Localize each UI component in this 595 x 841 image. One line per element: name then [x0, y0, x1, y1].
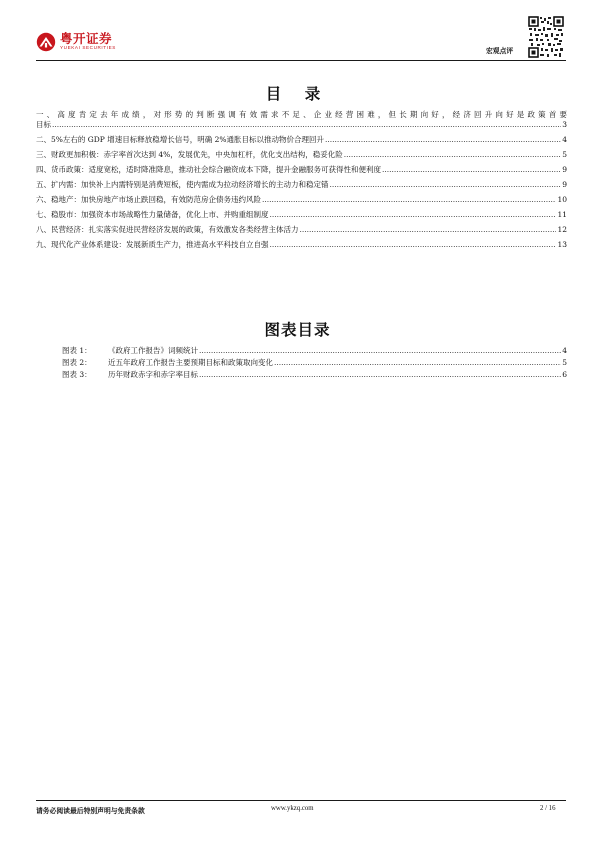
table-of-contents: [36, 110, 567, 250]
toc-item-7[interactable]: [36, 210, 567, 220]
chart-toc-item-2-text: 近五年政府工作报告主要预期目标和政策取向变化: [108, 358, 273, 367]
chart-toc-item-1[interactable]: [62, 346, 567, 356]
chart-toc-item-3-label: 图表 3：: [62, 370, 92, 379]
toc-item-3-page: 5: [562, 150, 567, 159]
chart-toc-item-2-page: 5: [562, 358, 567, 367]
toc-item-2-text: 二、5%左右的 GDP 增速目标释放稳增长信号，明确 2%通胀目标以推动物价合理回升: [36, 135, 324, 144]
toc-item-5-text: 五、扩内需：加快补上内需特别是消费短板，使内需成为拉动经济增长的主动力和稳定锚: [36, 180, 329, 189]
toc-item-4-page: 9: [562, 165, 567, 174]
chart-toc-item-2-label: 图表 2：: [62, 358, 92, 367]
dot-leader: [262, 195, 556, 205]
chart-table-of-contents: [62, 346, 567, 380]
dot-leader: [199, 346, 561, 356]
header-divider: [36, 60, 566, 61]
qr-code-icon: [528, 16, 564, 58]
toc-item-1-text: 目标: [36, 120, 51, 129]
footer-disclaimer: 请务必阅读最后特别声明与免责条款: [36, 807, 145, 815]
toc-item-4[interactable]: [36, 165, 567, 175]
dot-leader: [344, 150, 561, 160]
toc-item-5-page: 9: [562, 180, 567, 189]
dot-leader: [199, 370, 561, 380]
chart-toc-item-3-page: 6: [562, 370, 567, 379]
dot-leader: [270, 210, 557, 220]
toc-item-8-page: 12: [557, 225, 567, 234]
chart-toc-item-1-label: 图表 1：: [62, 346, 92, 355]
logo-english-name: YUEKAI SECURITIES: [60, 45, 116, 51]
dot-leader: [300, 225, 557, 235]
toc-item-9[interactable]: [36, 240, 567, 250]
dot-leader: [325, 135, 561, 145]
chart-toc-item-3[interactable]: [62, 370, 567, 380]
chart-toc-title: 图表目录: [264, 321, 331, 339]
logo-mark-icon: [36, 32, 56, 52]
dot-leader: [330, 180, 562, 190]
footer-page-number: 2 / 16: [540, 805, 556, 812]
footer-divider: [36, 800, 566, 801]
toc-item-9-text: 九、现代化产业体系建设：发展新质生产力，推进高水平科技自立自强: [36, 240, 269, 249]
toc-item-4-text: 四、货币政策：适度宽松，适时降准降息，推动社会综合融资成本下降，提升金融服务可获得性和便利度: [36, 165, 381, 174]
toc-item-5[interactable]: [36, 180, 567, 190]
toc-title: 目 录: [265, 85, 330, 103]
toc-item-2[interactable]: [36, 135, 567, 145]
chart-toc-item-3-text: 历年财政赤字和赤字率目标: [108, 370, 198, 379]
toc-item-8-text: 八、民营经济：扎实落实促进民营经济发展的政策，有效激发各类经营主体活力: [36, 225, 299, 234]
dot-leader: [270, 240, 557, 250]
chart-toc-item-1-text: 《政府工作报告》词频统计: [108, 346, 198, 355]
toc-item-8[interactable]: [36, 225, 567, 235]
toc-item-6[interactable]: [36, 195, 567, 205]
toc-item-7-text: 七、稳股市：加强资本市场战略性力量储备，优化上市、并购重组制度: [36, 210, 269, 219]
toc-item-1-line1: 一、高度肯定去年成绩，对形势的判断强调有效需求不足、企业经营困难，但长期向好，经济回升向好是政策首要: [36, 110, 567, 119]
logo-chinese-name: 粤开证券: [60, 30, 113, 46]
dot-leader: [382, 165, 561, 175]
toc-item-6-text: 六、稳地产：加快房地产市场止跌回稳，有效防范房企债务违约风险: [36, 195, 261, 204]
toc-item-6-page: 10: [557, 195, 567, 204]
toc-item-7-page: 11: [557, 210, 567, 219]
dot-leader: [274, 358, 561, 368]
toc-item-1-page: 3: [562, 120, 567, 129]
page-header: [0, 0, 595, 64]
toc-item-3[interactable]: [36, 150, 567, 160]
chart-toc-item-1-page: 4: [562, 346, 567, 355]
toc-item-9-page: 13: [557, 240, 567, 249]
toc-item-3-text: 三、财政更加积极：赤字率首次达到 4%，发展优先，中央加杠杆，优化支出结构，稳妥化险: [36, 150, 343, 159]
company-logo: [36, 32, 116, 52]
dot-leader: [52, 120, 561, 130]
chart-toc-item-2[interactable]: [62, 358, 567, 368]
toc-item-1[interactable]: [36, 110, 567, 130]
footer-website-link[interactable]: www.ykzq.com: [271, 805, 314, 812]
report-type-label: 宏观点评: [486, 47, 514, 55]
toc-item-2-page: 4: [562, 135, 567, 144]
